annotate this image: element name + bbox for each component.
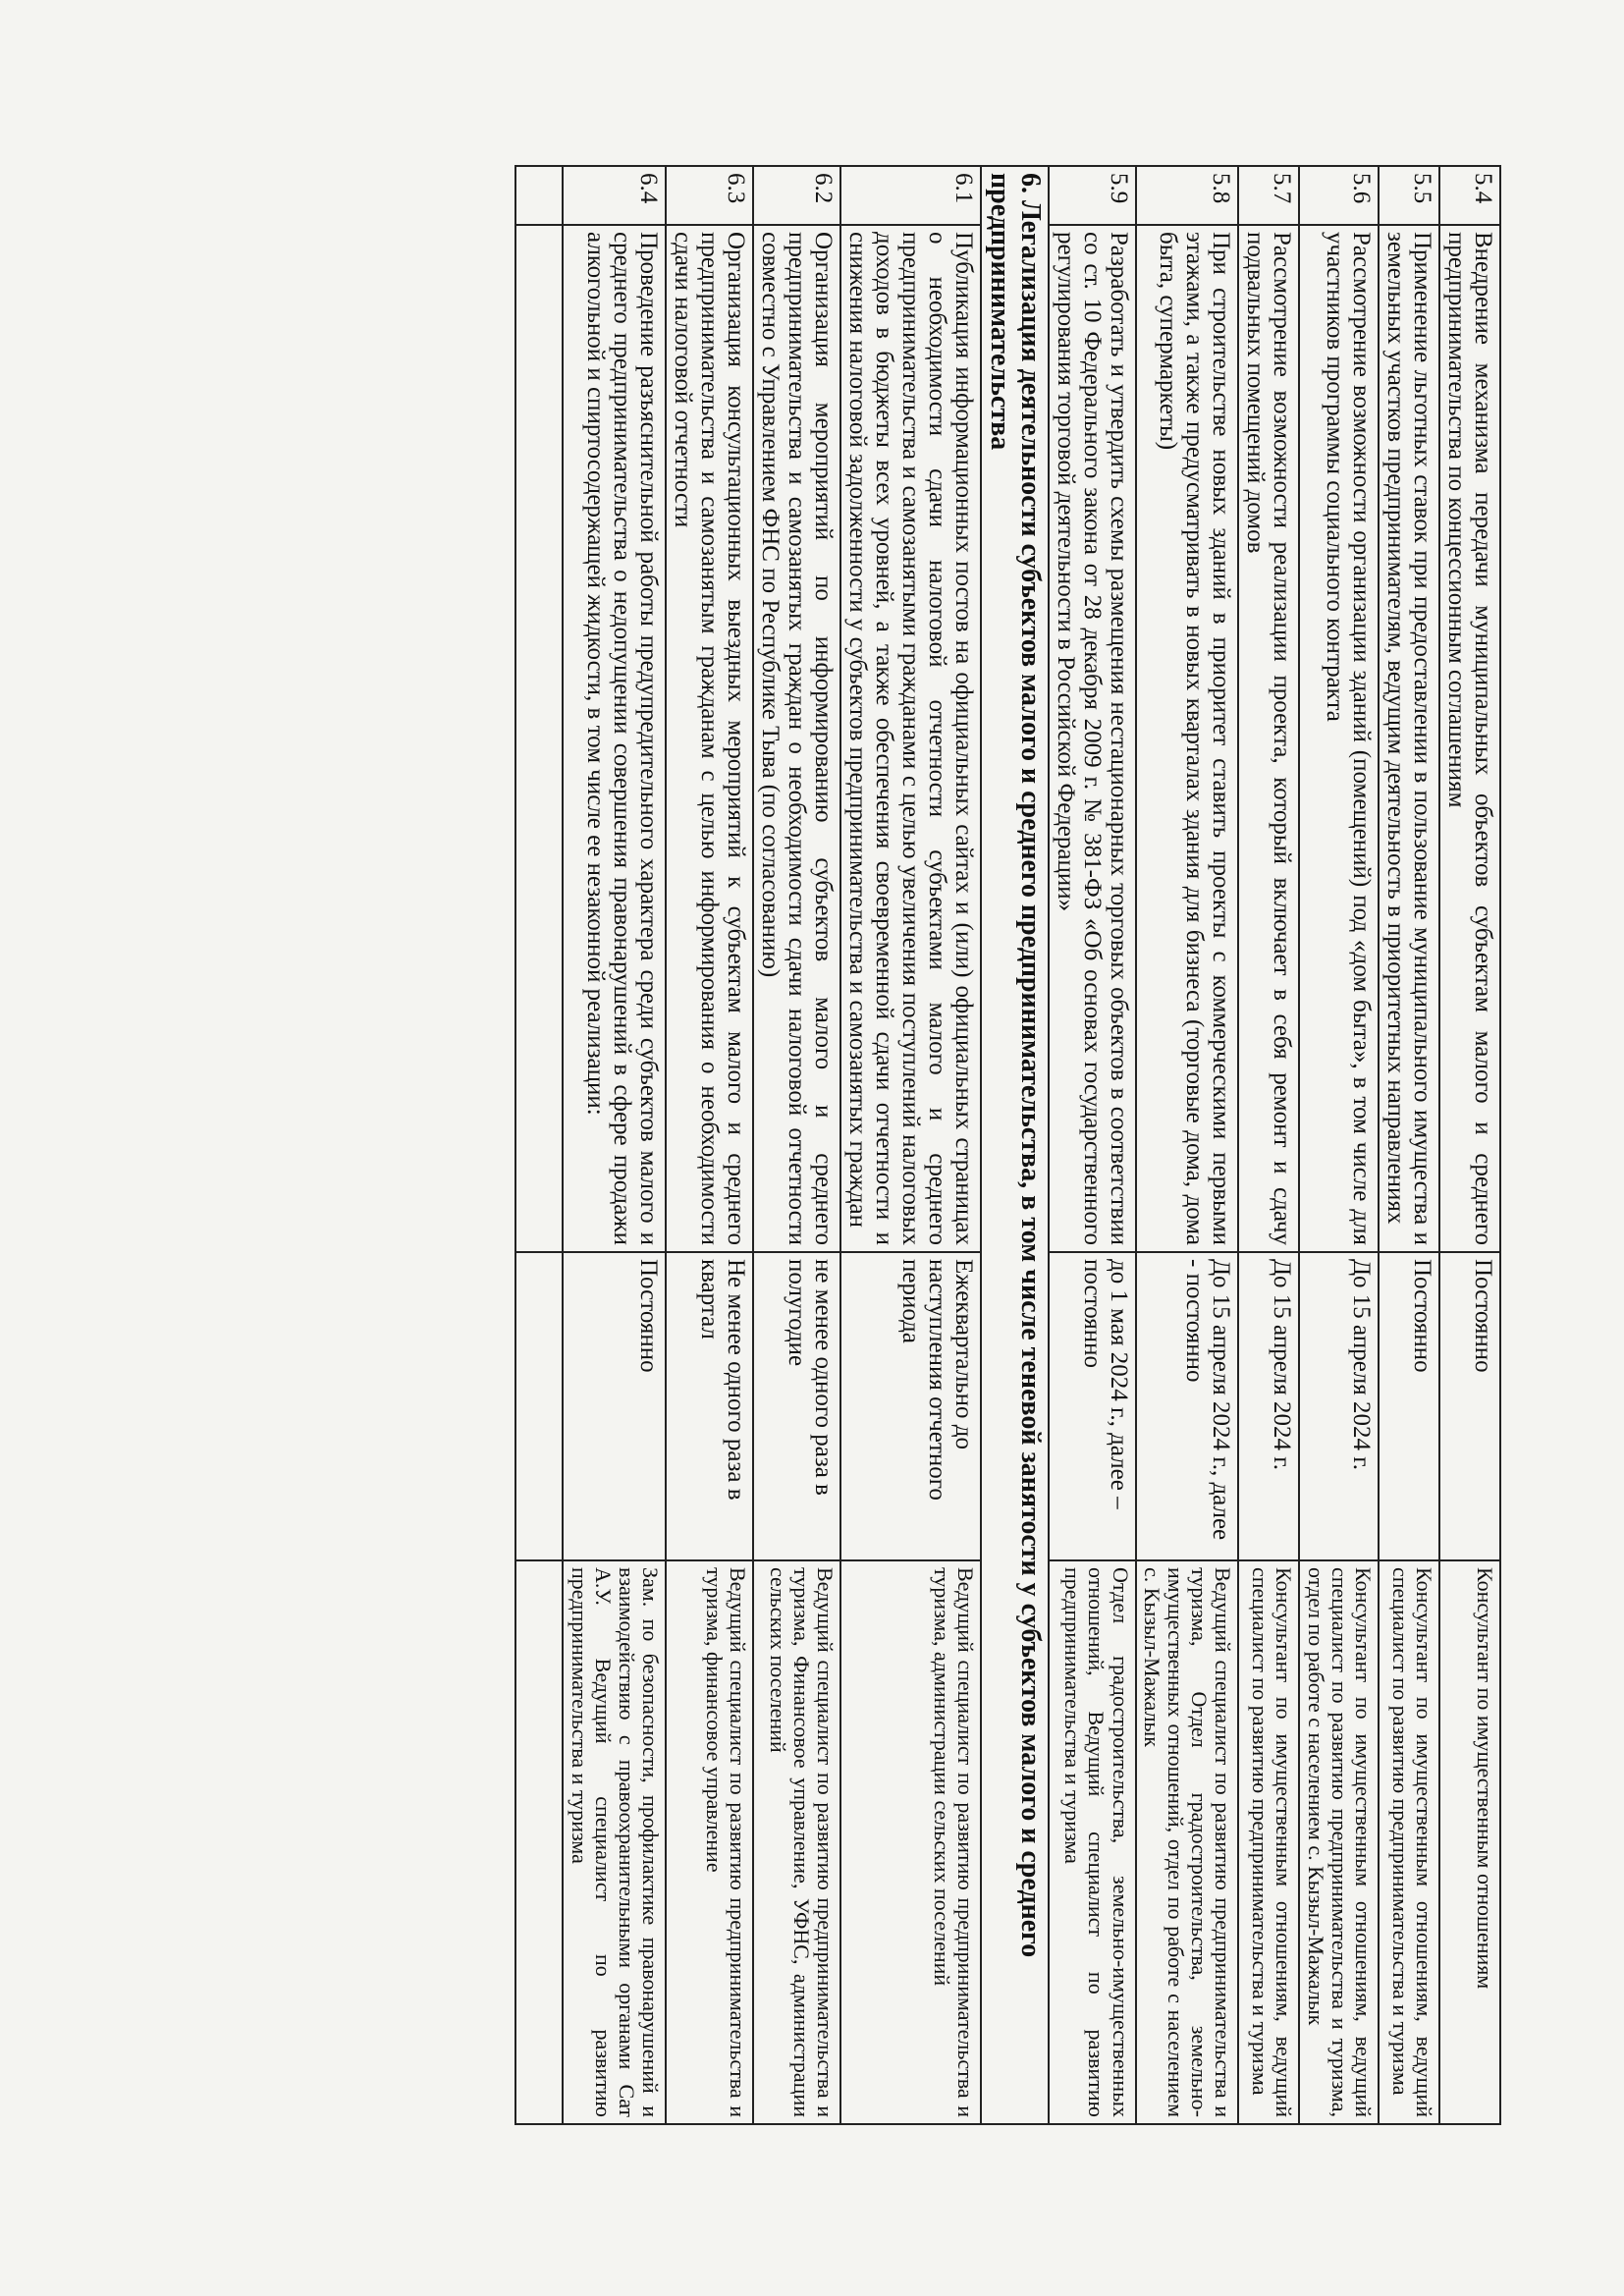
row-term: Постоянно: [1439, 1252, 1500, 1560]
row-number: 5.4: [1439, 166, 1500, 225]
table-row: [563, 166, 666, 2124]
row-number: 5.7: [1238, 166, 1299, 225]
row-term: Ежеквартально до наступления отчетного периода: [840, 1252, 981, 1560]
row-description: Публикация информационных постов на официальных сайтах и (или) официальных страницах о необходимости сдачи налоговой отчетности субъектами малого и среднего предпринимательства и самозанятыми гражданами с целью увеличения поступлений налоговых доходов в бюджеты всех уровней, а также обеспечения своевременной сдачи отчетности и снижения налоговой задолженности у субъектов предпринимательства и самозанятых граждан: [840, 225, 981, 1252]
row-responsible: Ведущий специалист по развитию предпринимательства и туризма, финансовое управление: [666, 1560, 753, 2124]
row-term: Постоянно: [1379, 1252, 1439, 1560]
table-row: [1379, 166, 1439, 2124]
row-term: Постоянно: [563, 1252, 666, 1560]
row-responsible: Консультант по имущественным отношениям: [1439, 1560, 1500, 2124]
row-description: Проведение разъяснительной работы предупредительного характера среди субъектов малого и среднего предпринимательства о недопущении совершения правонарушений в сфере продажи алкогольной и спиртосодержащей жидкости, в том числе ее незаконной реализации:: [563, 225, 666, 1252]
row-number: 6.1: [840, 166, 981, 225]
row-description: Применение льготных ставок при предоставлении в пользование муниципального имущества и земельных участков предпринимателям, ведущим деятельность в приоритетных направлениях: [1379, 225, 1439, 1252]
row-term: не менее одного раза в полугодие: [753, 1252, 840, 1560]
row-description: Внедрение механизма передачи муниципальных объектов субъектам малого и среднего предпринимательства по концессионным соглашениям: [1439, 225, 1500, 1252]
action-plan-table: [514, 165, 1501, 2125]
row-term: До 15 апреля 2024 г.: [1238, 1252, 1299, 1560]
empty-cell: [515, 166, 563, 225]
row-number: 6.2: [753, 166, 840, 225]
row-number: 5.8: [1136, 166, 1239, 225]
empty-cell: [515, 225, 563, 1252]
row-responsible: Ведущий специалист по развитию предпринимательства и туризма, администрации сельских поселений: [840, 1560, 981, 2124]
row-responsible: Консультант по имущественным отношениям, ведущий специалист по развитию предпринимательства и туризма, отдел по работе с населением с. Кызыл-Мажалык: [1299, 1560, 1379, 2124]
row-responsible: Зам. по безопасности, профилактике правонарушений и взаимодействию с правоохранительными органами Сат А.У. Ведущий специалист по развитию предпринимательства и туризма: [563, 1560, 666, 2124]
table-row: [1439, 166, 1500, 2124]
row-number: 5.9: [1049, 166, 1136, 225]
row-term: До 15 апреля 2024 г., далее - постоянно: [1136, 1252, 1239, 1560]
section-header-row: [981, 166, 1048, 2124]
row-term: До 15 апреля 2024 г.: [1299, 1252, 1379, 1560]
table-row-continuation: [515, 166, 563, 2124]
row-responsible: Отдел градостроительства, земельно-имущественных отношений, Ведущий специалист по развитию предпринимательства и туризма: [1049, 1560, 1136, 2124]
row-responsible: Консультант по имущественным отношениям, ведущий специалист по развитию предпринимательства и туризма: [1238, 1560, 1299, 2124]
table-row: [1238, 166, 1299, 2124]
empty-cell: [515, 1252, 563, 1560]
row-number: 5.6: [1299, 166, 1379, 225]
row-description: Разработать и утвердить схемы размещения нестационарных торговых объектов в соответствии со ст. 10 Федерального закона от 28 декабря 2009 г. № 381-ФЗ «Об основах государственного регулирования торговой деятельности в Российской Федерации»: [1049, 225, 1136, 1252]
row-term: Не менее одного раза в квартал: [666, 1252, 753, 1560]
row-responsible: Ведущий специалист по развитию предпринимательства и туризма, Отдел градостроительства, земельно-имущественных отношений, отдел по работе с населением с. Кызыл-Мажалык: [1136, 1560, 1239, 2124]
section-title: 6. Легализация деятельности субъектов малого и среднего предпринимательства, в том числе теневой занятости у субъектов малого и среднего предпринимательства: [981, 166, 1048, 2124]
table-row: [1049, 166, 1136, 2124]
row-description: Рассмотрение возможности реализации проекта, который включает в себя ремонт и сдачу подвальных помещений домов: [1238, 225, 1299, 1252]
row-number: 6.3: [666, 166, 753, 225]
row-number: 6.4: [563, 166, 666, 225]
row-number: 5.5: [1379, 166, 1439, 225]
table-row: [666, 166, 753, 2124]
row-responsible: Консультант по имущественным отношениям, ведущий специалист по развитию предпринимательства и туризма: [1379, 1560, 1439, 2124]
empty-cell: [515, 1560, 563, 2124]
table-row: [753, 166, 840, 2124]
table-row: [840, 166, 981, 2124]
table-row: [1136, 166, 1239, 2124]
row-term: до 1 мая 2024 г., далее – постоянно: [1049, 1252, 1136, 1560]
row-description: При строительстве новых зданий в приоритет ставить проекты с коммерческими первыми этажами, а также предусматривать в новых кварталах здания для бизнеса (торговые дома, дома быта, супермаркеты): [1136, 225, 1239, 1252]
row-description: Рассмотрение возможности организации зданий (помещений) под «дом быта», в том числе для участников программы социального контракта: [1299, 225, 1379, 1252]
row-description: Организация мероприятий по информированию субъектов малого и среднего предпринимательства и самозанятых граждан о необходимости сдачи налоговой отчетности совместно с Управлением ФНС по Республике Тыва (по согласованию): [753, 225, 840, 1252]
table-row: [1299, 166, 1379, 2124]
row-responsible: Ведущий специалист по развитию предпринимательства и туризма, Финансовое управление, УФНС, администрации сельских поселений: [753, 1560, 840, 2124]
row-description: Организация консультационных выездных мероприятий к субъектам малого и среднего предпринимательства и самозанятым гражданам с целью информирования о необходимости сдачи налоговой отчетности: [666, 225, 753, 1252]
